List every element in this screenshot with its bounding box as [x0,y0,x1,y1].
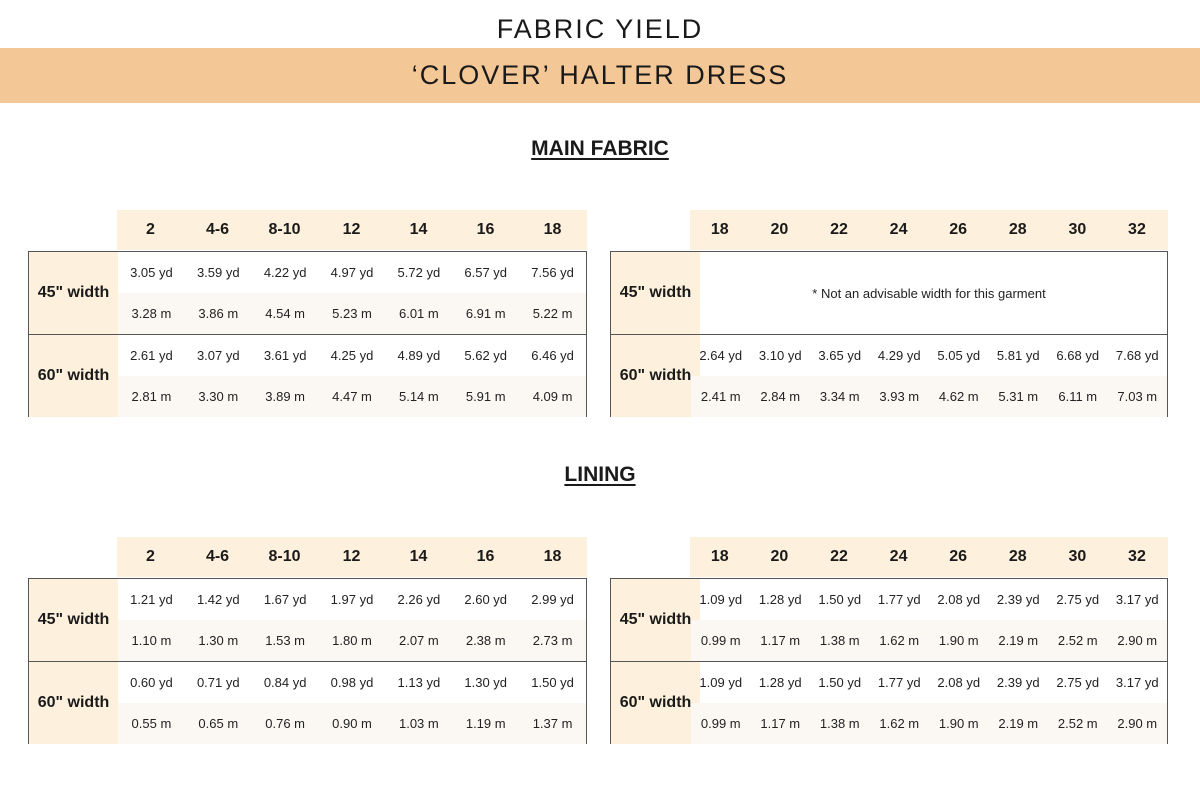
yardage-cell: 3.65 yd [818,348,862,363]
yardage-cell: 0.71 yd [196,675,240,690]
meters-row [691,703,1167,744]
size-header: 12 [342,548,361,565]
size-header: 26 [949,548,968,565]
meterage-cell: 4.62 m [938,389,979,404]
size-header: 24 [889,548,908,565]
yield-body [610,578,1168,744]
garment-banner: ‘CLOVER’ HALTER DRESS [0,48,1200,103]
width-row-group [611,252,1167,334]
meterage-cell: 3.28 m [131,306,172,321]
meterage-cell: 5.22 m [532,306,573,321]
meterage-cell: 1.19 m [465,716,506,731]
meterage-cell: 1.90 m [938,716,979,731]
fabric-width-label: 60" width [611,662,700,744]
size-header-row [117,210,587,250]
fabric-width-label: 60" width [611,335,700,417]
size-header: 18 [710,548,729,565]
meterage-cell: 2.07 m [398,633,439,648]
fabric-width-label: 60" width [29,335,118,417]
yards-row [118,662,586,703]
size-header-row [690,210,1168,250]
fabric-width-label: 45" width [611,579,700,661]
meterage-cell: 2.19 m [998,633,1039,648]
yield-body [28,578,587,744]
meters-row [118,703,586,744]
yardage-cell: 0.60 yd [130,675,173,690]
meterage-cell: 2.38 m [465,633,506,648]
meterage-cell: 1.17 m [760,716,801,731]
size-header: 18 [543,221,562,238]
yardage-cell: 0.98 yd [330,675,374,690]
meterage-cell: 1.62 m [879,716,920,731]
yardage-cell: 1.97 yd [330,592,374,607]
yardage-cell: 3.59 yd [196,265,240,280]
size-header: 18 [710,221,729,238]
width-row-group [29,334,586,417]
yardage-cell: 1.50 yd [818,592,862,607]
yardage-cell: 2.99 yd [531,592,574,607]
meterage-cell: 5.31 m [998,389,1039,404]
size-header: 28 [1008,548,1027,565]
size-header: 16 [476,548,495,565]
meterage-cell: 2.73 m [532,633,573,648]
meterage-cell: 2.84 m [760,389,801,404]
yardage-cell: 1.28 yd [758,675,802,690]
fabric-width-label: 60" width [29,662,118,744]
meterage-cell: 2.52 m [1057,716,1098,731]
size-header: 32 [1128,548,1146,565]
meterage-cell: 1.38 m [819,716,860,731]
fabric-width-label: 45" width [29,252,118,334]
meterage-cell: 4.09 m [532,389,573,404]
fabric-width-label: 45" width [29,579,118,661]
meterage-cell: 2.90 m [1117,716,1158,731]
meters-row [118,376,586,417]
yardage-cell: 2.26 yd [397,592,441,607]
width-row-group [29,252,586,334]
yardage-cell: 2.60 yd [464,592,508,607]
size-header: 14 [409,221,428,238]
meters-row [118,620,586,661]
yardage-cell: 1.28 yd [758,592,802,607]
yardage-cell: 7.68 yd [1115,348,1159,363]
yards-row [691,662,1167,703]
meterage-cell: 5.14 m [398,389,439,404]
meterage-cell: 1.80 m [332,633,372,648]
yardage-cell: 3.07 yd [196,348,240,363]
meterage-cell: 6.91 m [465,306,506,321]
meterage-cell: 1.30 m [198,633,239,648]
meters-row [118,293,586,334]
size-header: 22 [830,548,848,565]
width-row-group [611,579,1167,661]
meterage-cell: 2.90 m [1117,633,1158,648]
yards-row [118,335,586,376]
size-header: 30 [1068,548,1087,565]
yardage-cell: 5.72 yd [397,265,441,280]
not-advisable-note: * Not an advisable width for this garment [812,285,1046,301]
meterage-cell: 4.54 m [265,306,306,321]
yield-body [28,251,587,417]
width-row-group [29,661,586,744]
yardage-cell: 1.77 yd [877,592,921,607]
yardage-cell: 1.50 yd [531,675,574,690]
size-header: 26 [949,221,968,238]
meterage-cell: 0.76 m [265,716,306,731]
yardage-cell: 3.10 yd [758,348,802,363]
meterage-cell: 3.34 m [819,389,860,404]
size-header: 24 [889,221,908,238]
size-header: 22 [830,221,848,238]
meterage-cell: 0.90 m [332,716,372,731]
yardage-cell: 2.39 yd [996,592,1040,607]
size-header: 30 [1068,221,1087,238]
yardage-cell: 4.22 yd [263,265,307,280]
meterage-cell: 2.81 m [131,389,172,404]
yardage-cell: 1.09 yd [699,675,743,690]
meterage-cell: 6.01 m [398,306,439,321]
meterage-cell: 0.65 m [198,716,239,731]
yardage-cell: 3.17 yd [1115,592,1159,607]
meterage-cell: 0.55 m [131,716,172,731]
yardage-cell: 6.46 yd [531,348,574,363]
size-header: 32 [1128,221,1146,238]
yardage-cell: 3.61 yd [263,348,307,363]
width-row-group [29,579,586,661]
meterage-cell: 0.99 m [700,633,741,648]
yardage-cell: 1.30 yd [464,675,508,690]
yards-row [691,579,1167,620]
meterage-cell: 5.91 m [465,389,506,404]
meterage-cell: 7.03 m [1117,389,1158,404]
size-header: 20 [770,548,789,565]
meterage-cell: 2.41 m [700,389,741,404]
yardage-cell: 2.61 yd [130,348,173,363]
size-header: 12 [342,221,361,238]
meterage-cell: 4.47 m [332,389,372,404]
size-header: 14 [409,548,428,565]
yardage-cell: 3.17 yd [1115,675,1159,690]
yardage-cell: 5.62 yd [464,348,508,363]
yardage-cell: 6.68 yd [1056,348,1100,363]
yardage-cell: 5.05 yd [937,348,981,363]
yardage-cell: 1.09 yd [699,592,743,607]
meterage-cell: 3.89 m [265,389,306,404]
meterage-cell: 3.93 m [879,389,920,404]
yardage-cell: 2.08 yd [937,675,981,690]
yardage-cell: 4.89 yd [397,348,441,363]
size-header: 8-10 [268,548,301,565]
yardage-cell: 3.05 yd [130,265,173,280]
yardage-cell: 4.97 yd [330,265,374,280]
yardage-cell: 1.77 yd [877,675,921,690]
meterage-cell: 3.86 m [198,306,239,321]
meterage-cell: 0.99 m [700,716,741,731]
yardage-cell: 1.13 yd [397,675,441,690]
yardage-cell: 2.75 yd [1056,592,1100,607]
meterage-cell: 1.03 m [398,716,439,731]
meterage-cell: 1.90 m [938,633,979,648]
size-header: 2 [146,548,155,565]
meterage-cell: 1.62 m [879,633,920,648]
width-row-group [611,661,1167,744]
page-title: FABRIC YIELD [496,14,704,44]
yardage-cell: 2.75 yd [1056,675,1100,690]
size-header: 4-6 [205,548,230,565]
meterage-cell: 1.17 m [760,633,801,648]
yardage-cell: 4.25 yd [330,348,374,363]
meterage-cell: 5.23 m [332,306,372,321]
fabric-width-label: 45" width [611,252,700,334]
yardage-cell: 2.08 yd [937,592,981,607]
yards-row [691,335,1167,376]
yardage-cell: 1.67 yd [263,592,307,607]
meterage-cell: 1.10 m [131,633,172,648]
yards-row [118,579,586,620]
size-header: 28 [1008,221,1027,238]
size-header: 20 [770,221,789,238]
meterage-cell: 1.53 m [265,633,306,648]
size-header: 18 [543,548,562,565]
meters-row [691,620,1167,661]
yardage-cell: 1.42 yd [196,592,240,607]
yards-row [118,252,586,293]
meterage-cell: 2.19 m [998,716,1039,731]
meterage-cell: 1.37 m [532,716,573,731]
size-header: 2 [146,221,155,238]
width-row-group [611,334,1167,417]
size-header: 16 [476,221,495,238]
main-fabric-heading: MAIN FABRIC [531,137,669,160]
lining-heading: LINING [564,463,636,486]
meters-row [691,376,1167,417]
yardage-cell: 5.81 yd [996,348,1040,363]
yardage-cell: 1.50 yd [818,675,862,690]
yield-body [610,251,1168,417]
yardage-cell: 0.84 yd [263,675,307,690]
yardage-cell: 2.39 yd [996,675,1040,690]
size-header: 8-10 [268,221,301,238]
size-header-row [690,537,1168,577]
size-header: 4-6 [205,221,230,238]
meterage-cell: 1.38 m [819,633,860,648]
yardage-cell: 6.57 yd [464,265,508,280]
meterage-cell: 2.52 m [1057,633,1098,648]
yardage-cell: 2.64 yd [699,348,743,363]
meterage-cell: 3.30 m [198,389,239,404]
size-header-row [117,537,587,577]
yardage-cell: 1.21 yd [130,592,173,607]
meterage-cell: 6.11 m [1058,389,1098,404]
yardage-cell: 4.29 yd [877,348,921,363]
yardage-cell: 7.56 yd [531,265,574,280]
